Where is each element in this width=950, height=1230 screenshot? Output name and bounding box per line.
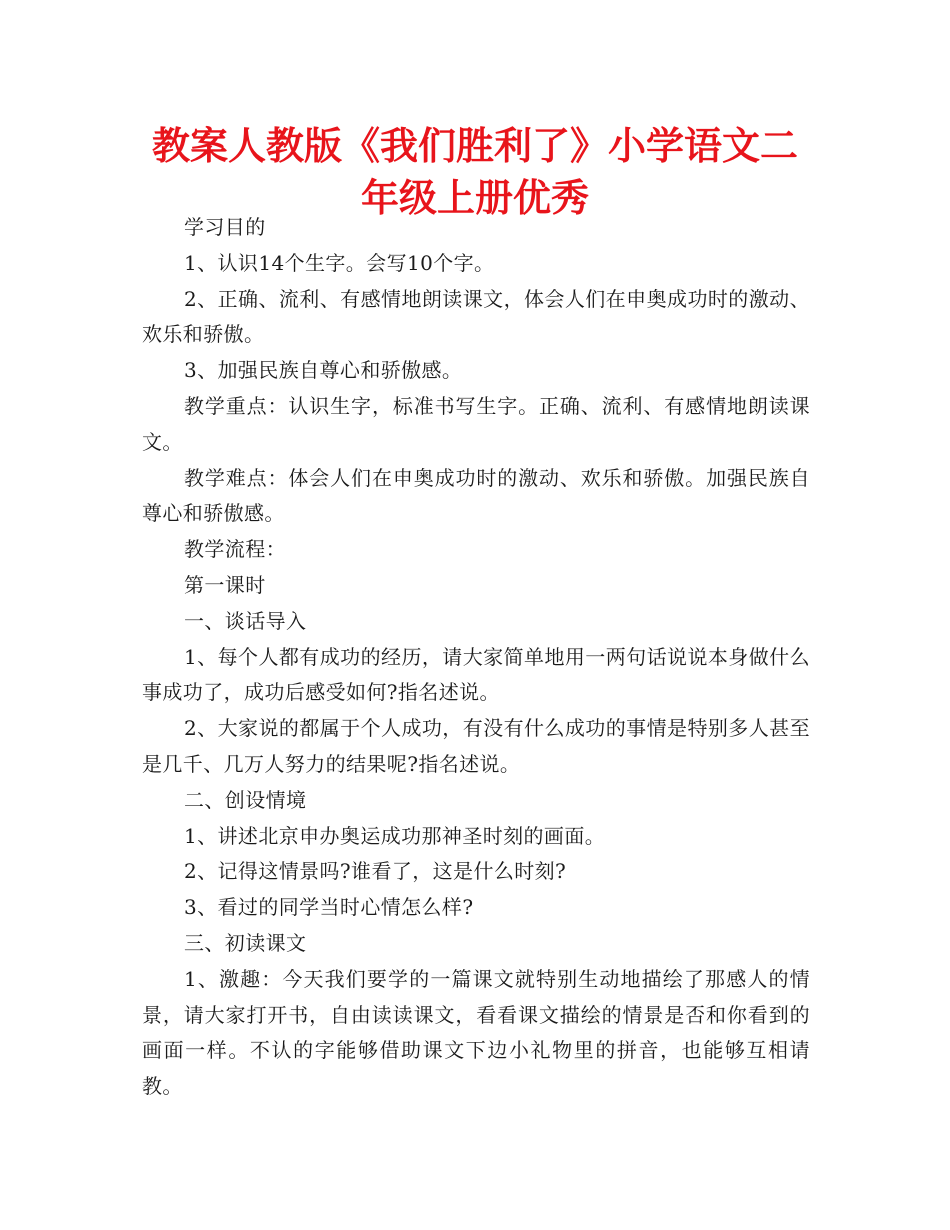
document-title: 教案人教版《我们胜利了》小学语文二年级上册优秀 <box>151 124 798 220</box>
document-body <box>142 210 810 1105</box>
paragraph-scenario-2: 2、记得这情景吗?谁看了，这是什么时刻? <box>184 859 567 884</box>
paragraph-scenario-3: 3、看过的同学当时心情怎么样? <box>184 895 474 920</box>
paragraph-process-heading: 教学流程： <box>184 537 286 562</box>
paragraph-difficulties: 教学难点：体会人们在申奥成功时的激动、欢乐和骄傲。加强民族自尊心和骄傲感。 <box>142 465 810 526</box>
paragraph-goal-2: 2、正确、流利、有感情地朗读课文，体会人们在申奥成功时的激动、欢乐和骄傲。 <box>142 286 810 347</box>
paragraph-intro-2: 2、大家说的都属于个人成功，有没有什么成功的事情是特别多人甚至是几千、几万人努力的结果呢?指名述说。 <box>142 716 810 776</box>
paragraph-scenario-1: 1、讲述北京申办奥运成功那神圣时刻的画面。 <box>184 823 606 848</box>
paragraph-key-points: 教学重点：认识生字，标准书写生字。正确、流利、有感情地朗读课文。 <box>142 393 810 454</box>
section-heading-intro: 一、谈话导入 <box>184 608 307 633</box>
paragraph-goal-1: 1、认识14个生字。会写10个字。 <box>184 250 495 275</box>
paragraph-intro-1: 1、每个人都有成功的经历，请大家简单地用一两句话说说本身做什么事成功了，成功后感受如何?指名述说。 <box>142 644 810 705</box>
paragraph-first-reading-1: 1、激趣：今天我们要学的一篇课文就特别生动地描绘了那感人的情景，请大家打开书，自由读读课文，看看课文描绘的情景是否和你看到的画面一样。不认的字能够借助课文下边小礼物里的拼音，也能够互相请教。 <box>142 966 810 1099</box>
paragraph-lesson-one: 第一课时 <box>184 572 266 597</box>
paragraph-learning-goals-heading: 学习目的 <box>184 215 266 239</box>
paragraph-goal-3: 3、加强民族自尊心和骄傲感。 <box>184 358 463 383</box>
section-heading-first-reading: 三、初读课文 <box>184 930 307 955</box>
section-heading-scenario: 二、创设情境 <box>184 787 307 812</box>
